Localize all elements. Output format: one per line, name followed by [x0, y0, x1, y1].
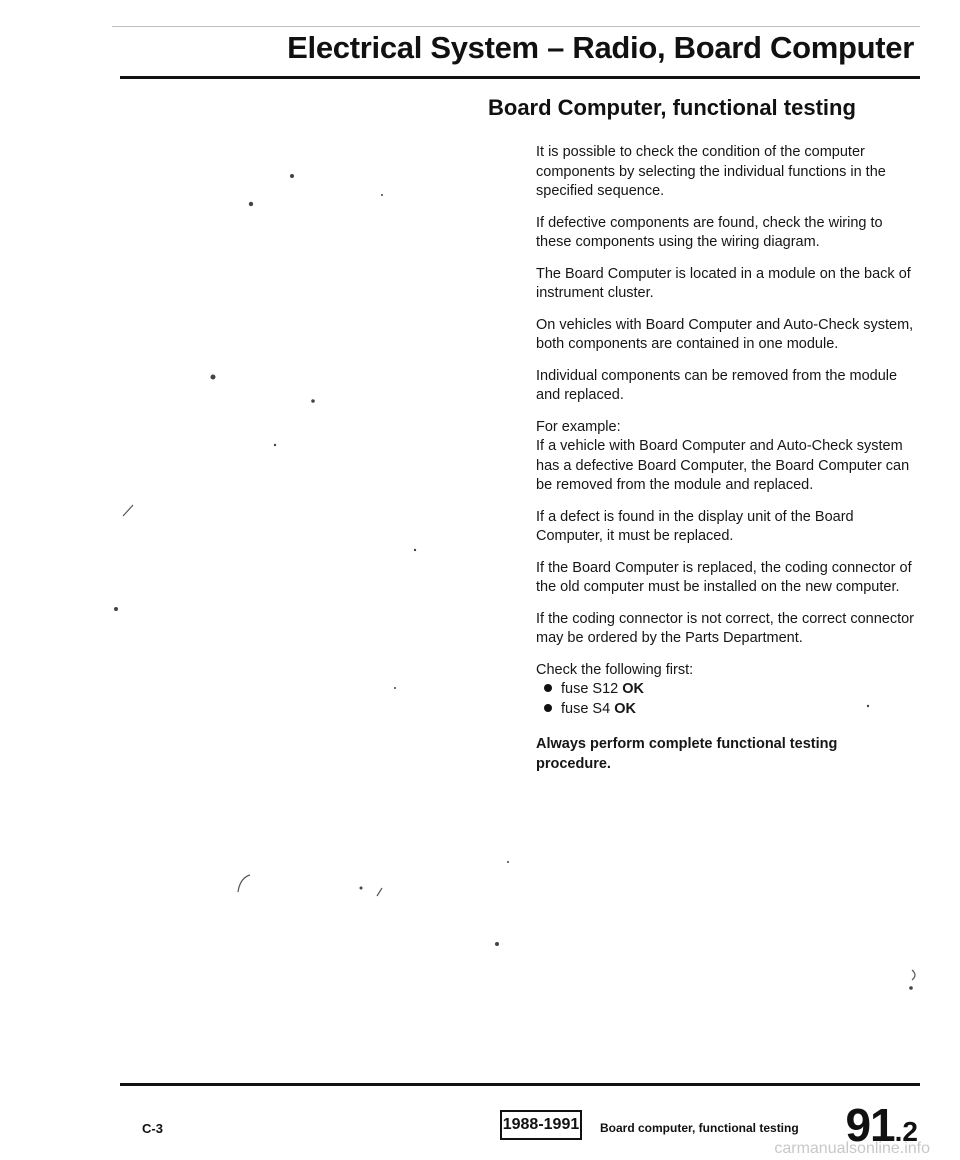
check-item-label: fuse S12 — [561, 681, 619, 697]
check-item-fuse-s4 — [544, 700, 916, 720]
top-rule — [112, 26, 920, 27]
page-number-major: 91 — [845, 1099, 895, 1151]
check-item-status: OK — [622, 681, 645, 697]
page-number-minor: .2 — [894, 1116, 918, 1147]
body-text — [536, 143, 916, 786]
section-title: Board Computer, functional testing — [488, 95, 856, 120]
paragraph-example-lead: For example: — [536, 418, 621, 435]
check-list — [536, 680, 916, 719]
paragraph-defective-components: If defective components are found, check the wiring to these components using the wiring diagram. — [536, 214, 883, 250]
check-item-status: OK — [614, 700, 636, 717]
check-intro: Check the following first: — [536, 661, 694, 678]
paragraph-parts-department: If the coding connector is not correct, the correct connector may be ordered by the Parts Department. — [536, 610, 914, 646]
closing-instruction: Always perform complete functional testing procedure. — [536, 736, 838, 772]
paragraph-module-location: The Board Computer is located in a module on the back of instrument cluster. — [536, 265, 911, 301]
footer-caption: Board computer, functional testing — [600, 1121, 799, 1135]
paragraph-display-defect: If a defect is found in the display unit of the Board Computer, it must be replaced. — [536, 508, 854, 544]
header-rule — [120, 76, 920, 79]
bullet-icon — [544, 704, 552, 712]
paragraph-example: If a vehicle with Board Computer and Auto-Check system has a defective Board Computer, the Board Computer can be removed from the module and replaced. — [536, 438, 910, 493]
paragraph-replace-components: Individual components can be removed from the module and replaced. — [536, 367, 898, 403]
check-item-fuse-s12 — [544, 680, 916, 700]
paragraph-coding-connector: If the Board Computer is replaced, the coding connector of the old computer must be installed on the new computer. — [536, 559, 912, 595]
check-item-label: fuse S4 — [561, 700, 611, 717]
footer-rule — [120, 1083, 920, 1086]
paragraph-auto-check: On vehicles with Board Computer and Auto-Check system, both components are contained in one module. — [536, 316, 914, 352]
paragraph-check-condition: It is possible to check the condition of the computer components by selecting the individual functions in the specified sequence. — [536, 144, 886, 199]
page-header-title: Electrical System – Radio, Board Computer — [287, 30, 914, 65]
page-code: C-3 — [142, 1121, 163, 1136]
watermark: carmanualsonline.info — [774, 1140, 930, 1157]
bullet-icon — [544, 684, 552, 692]
model-years-badge: 1988-1991 — [500, 1110, 582, 1140]
